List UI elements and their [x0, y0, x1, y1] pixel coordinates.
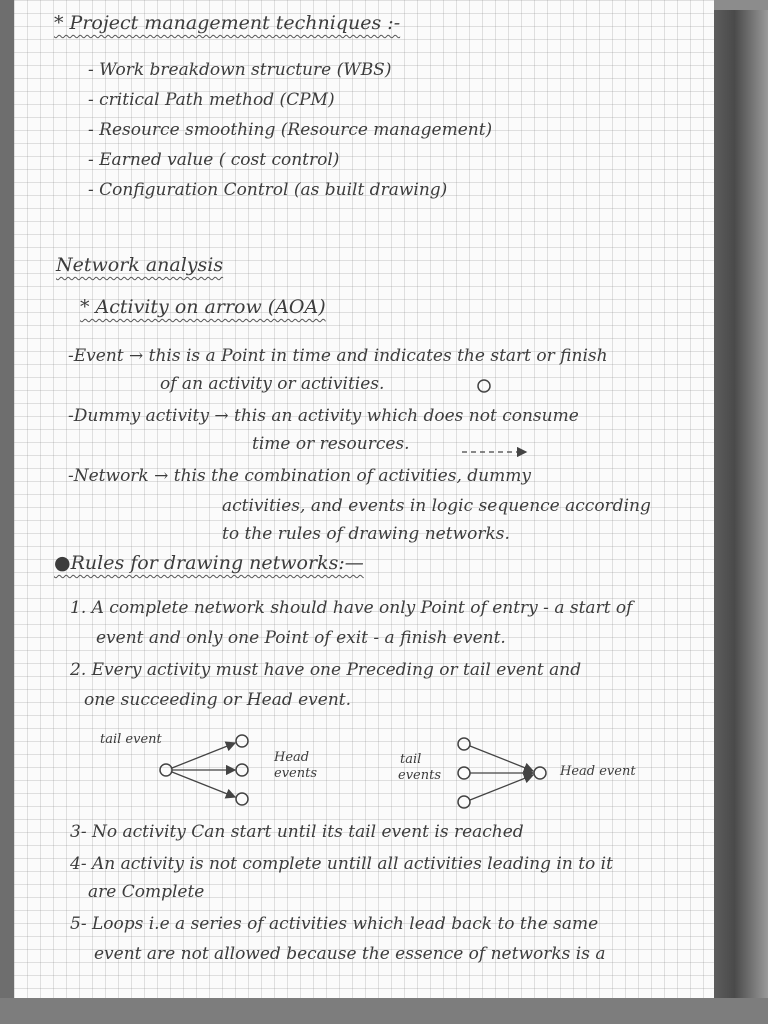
merge-diagram	[458, 738, 546, 808]
heading-network-analysis: Network analysis	[56, 254, 224, 276]
tail-event-node	[458, 738, 470, 750]
network-diagrams	[14, 0, 714, 998]
scan-right-edge	[712, 10, 768, 1024]
diagram-head-event-label: Head event	[560, 764, 636, 779]
pm-item: - Resource smoothing (Resource management)	[88, 120, 493, 140]
diagram-head-events-label: events	[274, 766, 317, 781]
tail-event-node	[458, 767, 470, 779]
head-event-node	[236, 764, 248, 776]
rule-item: 5- Loops i.e a series of activities which lead back to the same	[70, 914, 599, 934]
definition-network-cont: activities, and events in logic sequence according	[222, 496, 651, 516]
rule-item: 4- An activity is not complete untill all activities leading in to it	[70, 854, 613, 874]
pm-item: - Work breakdown structure (WBS)	[88, 60, 392, 80]
rule-item-cont: event are not allowed because the essence of networks is a	[94, 944, 606, 964]
rule-item-cont: are Complete	[88, 882, 205, 902]
rule-item: 2. Every activity must have one Preceding or tail event and	[70, 660, 582, 680]
definition-event-cont: of an activity or activities.	[160, 374, 385, 394]
activity-arrow	[172, 743, 235, 768]
scan-bottom-edge	[0, 998, 768, 1024]
rule-item: 1. A complete network should have only Point of entry - a start of	[70, 598, 633, 618]
tail-event-node	[160, 764, 172, 776]
burst-diagram	[160, 735, 248, 805]
head-event-node	[236, 735, 248, 747]
activity-arrow	[470, 775, 533, 800]
definition-dummy-activity-cont: time or resources.	[252, 434, 410, 454]
head-event-node	[534, 767, 546, 779]
diagram-tail-events-label: events	[398, 768, 441, 783]
rule-item-cont: event and only one Point of exit - a finish event.	[96, 628, 506, 648]
definition-event: -Event → this is a Point in time and indicates the start or finish	[68, 346, 608, 366]
tail-event-node	[458, 796, 470, 808]
diagram-tail-event-label: tail event	[100, 732, 162, 747]
scan-left-edge	[0, 0, 14, 1024]
pm-item: - Earned value ( cost control)	[88, 150, 340, 170]
notebook-page	[14, 0, 714, 998]
activity-arrow	[470, 746, 533, 771]
diagram-tail-events-label: tail	[400, 752, 422, 767]
definition-dummy-activity: -Dummy activity → this an activity which does not consume	[68, 406, 579, 426]
heading-rules: ●Rules for drawing networks:—	[54, 552, 364, 574]
activity-arrow	[172, 772, 235, 797]
head-event-node	[236, 793, 248, 805]
rule-item: 3- No activity Can start until its tail event is reached	[70, 822, 524, 842]
heading-activity-on-arrow: * Activity on arrow (AOA)	[80, 296, 326, 318]
definition-network: -Network → this the combination of activities, dummy	[68, 466, 531, 486]
pm-item: - critical Path method (CPM)	[88, 90, 335, 110]
pm-item: - Configuration Control (as built drawing)	[88, 180, 448, 200]
definition-network-cont: to the rules of drawing networks.	[222, 524, 510, 544]
heading-project-management: * Project management techniques :-	[54, 12, 401, 34]
diagram-head-events-label: Head	[274, 750, 310, 765]
event-circle-symbol	[478, 380, 490, 392]
rule-item-cont: one succeeding or Head event.	[84, 690, 352, 710]
